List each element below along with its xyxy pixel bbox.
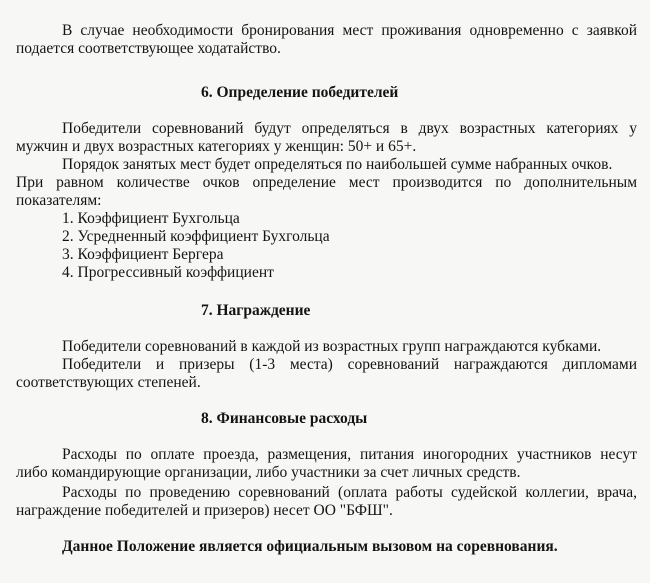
list-item: 3. Коэффициент Бергера	[62, 246, 224, 263]
section-8-heading: 8. Финансовые расходы	[201, 410, 368, 427]
intro-line-2: подается соответствующее ходатайство.	[16, 40, 281, 57]
list-item: 1. Коэффициент Бухгольца	[62, 210, 240, 227]
list-item: 2. Усредненный коэффициент Бухгольца	[62, 228, 330, 245]
intro-line-1: В случае необходимости бронирования мест проживания одновременно с заявкой	[62, 22, 637, 39]
section-8-paragraph-1-line-2: либо командирующие организации, либо участники за счет личных средств.	[16, 464, 521, 481]
closing-statement: Данное Положение является официальным вызовом на соревнования.	[62, 538, 558, 555]
section-7-paragraph-1-line-1: Победители соревнований в каждой из возрастных групп награждаются кубками.	[62, 338, 602, 355]
section-6-paragraph-2-line-3: показателям:	[16, 192, 102, 209]
section-8-paragraph-2-line-2: награждение победителей и призеров) несет ОО "БФШ".	[16, 502, 393, 519]
section-6-paragraph-1-line-1: Победители соревнований будут определяться в двух возрастных категориях у	[62, 120, 637, 137]
section-7-paragraph-2-line-2: соответствующих степеней.	[16, 374, 201, 391]
section-6-paragraph-2-line-2: При равном количестве очков определение мест производится по дополнительным	[16, 174, 637, 191]
section-6-paragraph-1-line-2: мужчин и двух возрастных категориях у женщин: 50+ и 65+.	[16, 138, 417, 155]
section-7-heading: 7. Награждение	[201, 302, 311, 319]
section-8-paragraph-2-line-1: Расходы по проведению соревнований (оплата работы судейской коллегии, врача,	[62, 484, 637, 501]
section-8-paragraph-1-line-1: Расходы по оплате проезда, размещения, питания иногородних участников несут	[62, 446, 637, 463]
section-7-paragraph-2-line-1: Победители и призеры (1-3 места) соревнований награждаются дипломами	[62, 356, 637, 373]
section-6-heading: 6. Определение победителей	[201, 84, 399, 101]
list-item: 4. Прогрессивный коэффициент	[62, 264, 274, 281]
section-6-paragraph-2-line-1: Порядок занятых мест будет определяться по наибольшей сумме набранных очков.	[62, 156, 613, 173]
